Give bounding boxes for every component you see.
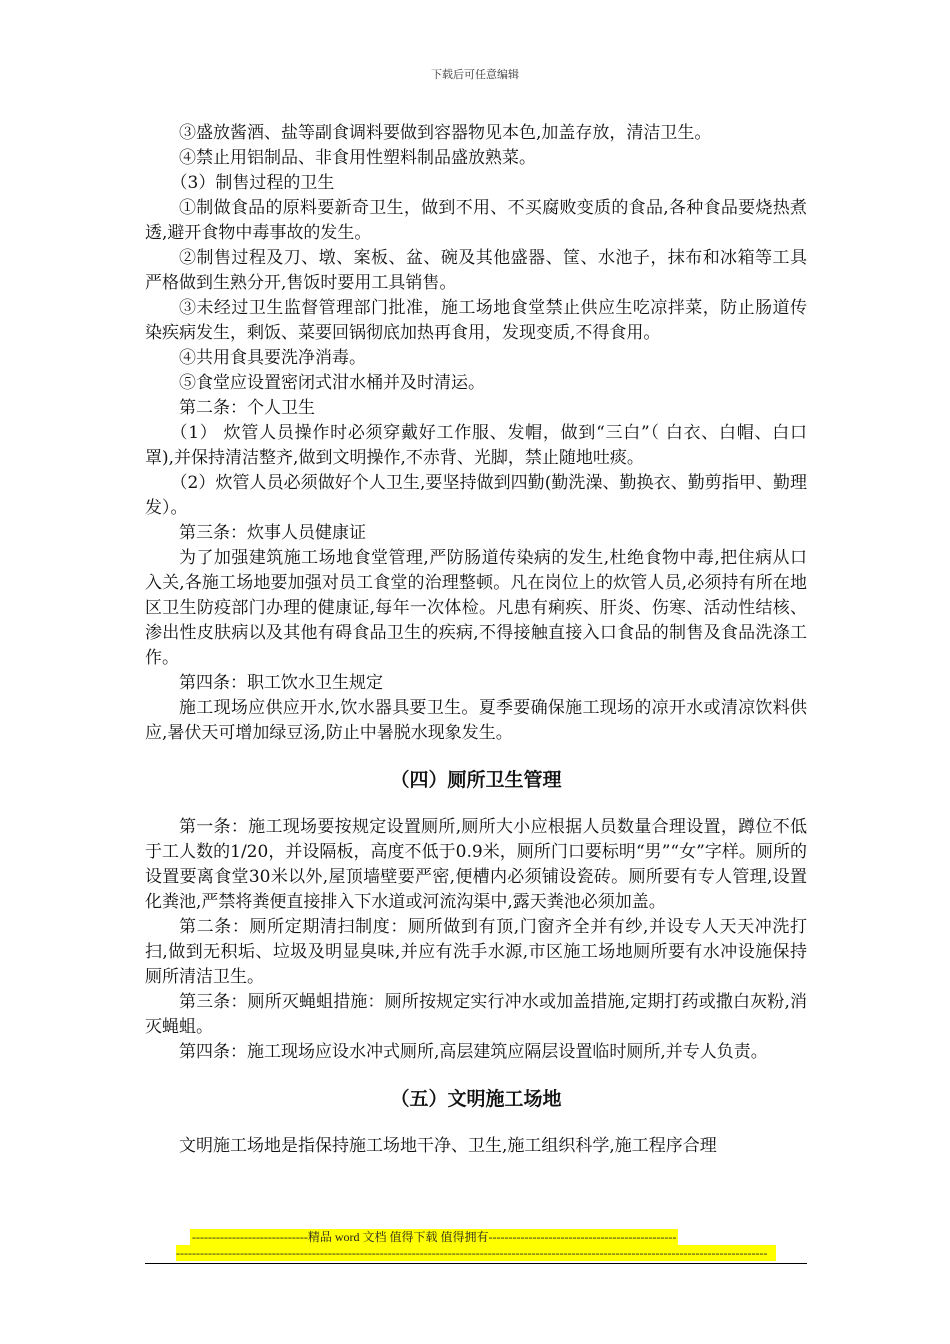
paragraph: ④共用食具要洗净消毒。 [179, 348, 366, 368]
subheading: （3）制售过程的卫生 [170, 173, 335, 193]
paragraph: 第二条：厕所定期清扫制度：厕所做到有顶,门窗齐全并有纱,并设专人天天冲洗打扫,做到无积垢、垃圾及明显臭味,并应有洗手水源,市区施工场地厕所要有水冲设施保持厕所清洁卫生。 [145, 917, 807, 987]
paragraph: （1） 炊管人员操作时必须穿戴好工作服、发帽，做到“三白”（ 白衣、白帽、白口罩),并保持清洁整齐,做到文明操作,不赤背、光脚，禁止随地吐痰。 [145, 423, 807, 468]
paragraph: ③未经过卫生监督管理部门批准，施工场地食堂禁止供应生吃凉拌菜，防止肠道传染疾病发生，剩饭、菜要回锅彻底加热再食用，发现变质,不得食用。 [145, 298, 807, 343]
paragraph: ④禁止用铝制品、非食用性塑料制品盛放熟菜。 [179, 148, 536, 168]
paragraph: （2）炊管人员必须做好个人卫生,要坚持做到四勤(勤洗澡、勤换衣、勤剪指甲、勤理发）。 [145, 473, 807, 518]
paragraph: 第四条：施工现场应设水冲式厕所,高层建筑应隔层设置临时厕所,并专人负责。 [179, 1042, 768, 1062]
paragraph: ③盛放酱酒、盐等副食调料要做到容器物见本色,加盖存放，清洁卫生。 [179, 123, 712, 143]
article-heading: 第二条：个人卫生 [179, 398, 315, 418]
paragraph: 施工现场应供应开水,饮水器具要卫生。夏季要确保施工现场的凉开水或清凉饮料供应,暑伏天可增加绿豆汤,防止中暑脱水现象发生。 [145, 698, 807, 743]
section-heading-4: （四）厕所卫生管理 [390, 769, 562, 791]
section-heading-5: （五）文明施工场地 [390, 1088, 562, 1110]
paragraph: 第一条：施工现场要按规定设置厕所,厕所大小应根据人员数量合理设置，蹲位不低于工人数的1/20，并设隔板，高度不低于0.9米，厕所门口要标明“男”“女”字样。厕所的设置要离食堂30米以外,屋顶墙壁要严密,便槽内必须铺设瓷砖。厕所要有专人管理,设置化粪池,严禁将粪便直接排入下水道或河流沟渠中,露天粪池必须加盖。 [145, 817, 807, 912]
footer-dash-line: ---------------------------------------------------------------------------------------------------------------------------------------------------- [176, 1245, 776, 1261]
paragraph: ①制做食品的原料要新奇卫生，做到不用、不买腐败变质的食品,各种食品要烧热煮透,避开食物中毒事故的发生。 [145, 198, 807, 243]
document-body [145, 121, 807, 1159]
paragraph: 文明施工场地是指保持施工场地干净、卫生,施工组织科学,施工程序合理 [179, 1136, 717, 1156]
article-heading: 第四条：职工饮水卫生规定 [179, 673, 383, 693]
paragraph: ⑤食堂应设置密闭式泔水桶并及时清运。 [179, 373, 485, 393]
footer-rule [145, 1263, 807, 1264]
footer-banner: -----------------------------精品 word 文档 值得下载 值得拥有----------------------------------------------- [192, 1230, 677, 1244]
paragraph: ②制售过程及刀、墩、案板、盆、碗及其他盛器、筐、水池子，抹布和冰箱等工具严格做到生熟分开,售饭时要用工具销售。 [145, 248, 807, 293]
page-header: 下载后可任意编辑 [431, 68, 519, 81]
paragraph: 为了加强建筑施工场地食堂管理,严防肠道传染病的发生,杜绝食物中毒,把住病从口入关,各施工场地要加强对员工食堂的治理整顿。凡在岗位上的炊管人员,必须持有所在地区卫生防疫部门办理的健康证,每年一次体检。凡患有痢疾、肝炎、伤寒、活动性结核、渗出性皮肤病以及其他有碍食品卫生的疾病,不得接触直接入口食品的制售及食品洗涤工作。 [145, 548, 807, 668]
article-heading: 第三条：炊事人员健康证 [179, 523, 366, 543]
paragraph: 第三条：厕所灭蝇蛆措施：厕所按规定实行冲水或加盖措施,定期打药或撒白灰粉,消灭蝇蛆。 [145, 992, 807, 1037]
